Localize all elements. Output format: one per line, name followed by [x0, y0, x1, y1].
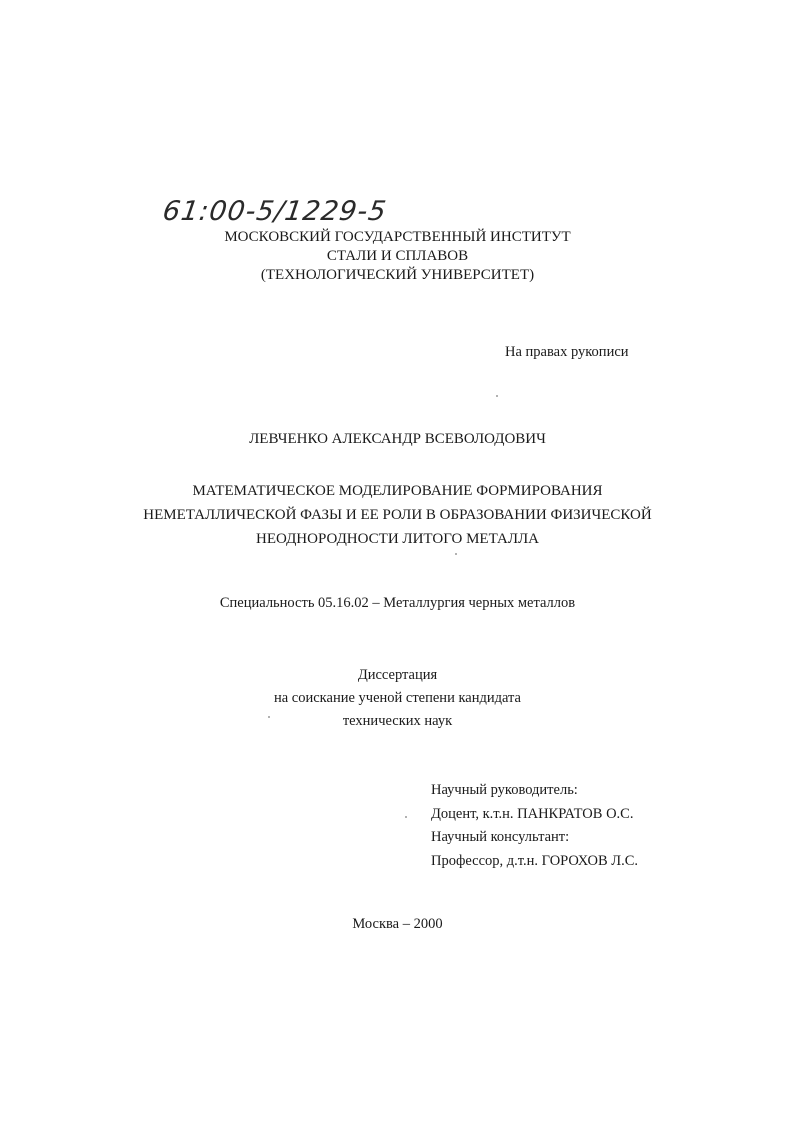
institution-block	[0, 228, 795, 285]
manuscript-note: На правах рукописи	[505, 344, 629, 360]
dissertation-title	[0, 479, 795, 551]
specialty-line: Специальность 05.16.02 – Металлургия черных металлов	[219, 595, 576, 611]
dissertation-degree-block	[0, 664, 795, 733]
city-year: Москва – 2000	[352, 916, 443, 932]
scan-speck	[496, 395, 498, 397]
institution-line-3: (ТЕХНОЛОГИЧЕСКИЙ УНИВЕРСИТЕТ)	[260, 267, 535, 283]
title-line-3: НЕОДНОРОДНОСТИ ЛИТОГО МЕТАЛЛА	[255, 531, 540, 547]
institution-line-2: СТАЛИ И СПЛАВОВ	[326, 248, 469, 264]
advisor-label: Научный руководитель:	[431, 782, 578, 798]
author-name: ЛЕВЧЕНКО АЛЕКСАНДР ВСЕВОЛОДОВИЧ	[249, 431, 546, 447]
scan-speck	[405, 816, 407, 818]
institution-line-1: МОСКОВСКИЙ ГОСУДАРСТВЕННЫЙ ИНСТИТУТ	[224, 229, 571, 245]
consultant-label: Научный консультант:	[431, 829, 570, 845]
supervisors-block	[431, 779, 638, 873]
degree-line-2: на соискание ученой степени кандидата	[273, 690, 521, 706]
title-line-2: НЕМЕТАЛЛИЧЕСКОЙ ФАЗЫ И ЕЕ РОЛИ В ОБРАЗОВАНИИ ФИЗИЧЕСКОЙ	[143, 507, 652, 523]
degree-line-3: технических наук	[342, 713, 453, 729]
scan-speck	[455, 553, 457, 555]
advisor-name: Доцент, к.т.н. ПАНКРАТОВ О.С.	[431, 805, 634, 822]
scan-speck	[268, 716, 270, 718]
consultant-name: Профессор, д.т.н. ГОРОХОВ Л.С.	[431, 852, 639, 869]
title-line-1: МАТЕМАТИЧЕСКОЕ МОДЕЛИРОВАНИЕ ФОРМИРОВАНИЯ	[192, 483, 603, 499]
degree-line-1: Диссертация	[357, 667, 438, 683]
handwritten-archive-code: 61:00-5/1229-5	[160, 196, 389, 227]
